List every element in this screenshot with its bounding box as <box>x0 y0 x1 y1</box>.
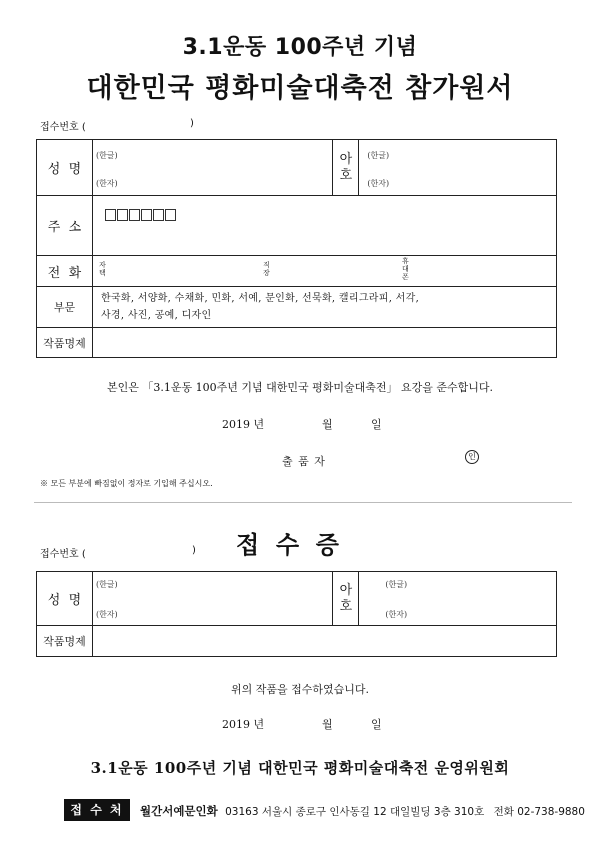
address-input-cell[interactable] <box>92 196 556 256</box>
address-char-box <box>165 209 176 221</box>
receipt-work-title-input-cell[interactable] <box>92 626 556 657</box>
category-options[interactable]: 한국화, 서양화, 수채화, 민화, 서예, 문인화, 선묵화, 캘리그라피, 서각, 사경, 사진, 공예, 디자인 <box>92 287 556 328</box>
phone-input-cell[interactable] <box>92 256 556 287</box>
receipt-date-day: 일 <box>371 718 382 731</box>
receipt-pen-name-hanja-hint: (한자) <box>385 610 408 619</box>
work-title-input-cell[interactable] <box>92 328 556 358</box>
receipt-date-year: 2019 년 <box>222 718 265 731</box>
footer-phone: 전화 02-738-9880 <box>493 806 585 818</box>
address-row <box>37 196 557 256</box>
receipt-name-hangul-hint: (한글) <box>95 580 118 589</box>
footer-address: 03163 서울시 종로구 인사동길 12 대일빌딩 3층 310호 <box>225 806 485 818</box>
name-row <box>37 140 557 196</box>
pen-name-hanja-hint: (한자) <box>367 179 390 188</box>
work-phone-label: 직 장 <box>262 261 270 277</box>
pen-name-label: 아호 <box>333 140 359 196</box>
phone-label: 전 화 <box>37 256 93 287</box>
address-char-box <box>153 209 164 221</box>
address-label: 주 소 <box>37 196 93 256</box>
receipt-section-number-close: ) <box>192 545 196 556</box>
receipt-pen-name-label: 아호 <box>333 572 359 626</box>
address-squares <box>105 204 177 223</box>
receipt-number-label: 접수번호 ( <box>40 122 86 133</box>
pen-name-hangul-hint: (한글) <box>367 151 390 160</box>
receipt-name-label: 성 명 <box>37 572 93 626</box>
committee-name: 3.1운동 100주년 기념 대한민국 평화미술대축전 운영위원회 <box>90 759 510 777</box>
application-form-table <box>36 139 557 358</box>
category-label: 부문 <box>37 287 93 328</box>
date-day: 일 <box>371 418 382 431</box>
name-label: 성 명 <box>37 140 93 196</box>
receipt-confirmation: 위의 작품을 접수하였습니다. <box>230 683 369 696</box>
work-title-label: 작품명제 <box>37 328 93 358</box>
title-line-2: 대한민국 평화미술대축전 참가원서 <box>86 73 514 104</box>
title-line-1: 3.1운동 100주년 기념 <box>182 35 418 60</box>
work-title-row <box>37 328 557 358</box>
name-hangul-hint: (한글) <box>95 151 118 160</box>
receipt-date-month: 월 <box>322 718 333 731</box>
receipt-work-title-label: 작품명제 <box>37 626 93 657</box>
home-phone-label: 자 택 <box>98 261 106 277</box>
applicant-label: 출 품 자 <box>282 455 326 468</box>
receipt-name-hanja-hint: (한자) <box>95 610 118 619</box>
instruction-note: ※ 모든 부분에 빠짐없이 정자로 기입해 주십시오. <box>40 479 213 488</box>
seal-mark: 인 <box>465 450 479 464</box>
address-char-box <box>117 209 128 221</box>
receipt-office-badge: 접 수 처 <box>64 799 130 821</box>
name-input-cell[interactable] <box>92 140 332 196</box>
receipt-name-input-cell[interactable] <box>92 572 332 626</box>
cut-line <box>34 502 572 503</box>
receipt-work-title-row <box>37 626 557 657</box>
pen-name-input-cell[interactable] <box>359 140 557 196</box>
date-month: 월 <box>322 418 333 431</box>
receipt-form-table <box>36 571 557 657</box>
name-hanja-hint: (한자) <box>95 179 118 188</box>
mobile-phone-label: 휴 대 폰 <box>401 257 409 281</box>
receipt-number-close: ) <box>190 118 194 129</box>
address-char-box <box>141 209 152 221</box>
receipt-title: 접 수 증 <box>236 530 339 559</box>
receipt-name-row <box>37 572 557 626</box>
date-year: 2019 년 <box>222 418 265 431</box>
category-row <box>37 287 557 328</box>
receipt-pen-name-hangul-hint: (한글) <box>385 580 408 589</box>
receipt-pen-name-input-cell[interactable] <box>359 572 557 626</box>
pledge-text: 본인은 「3.1운동 100주년 기념 대한민국 평화미술대축전」 요강을 준수합니다. <box>107 381 493 394</box>
phone-row <box>37 256 557 287</box>
address-char-box <box>129 209 140 221</box>
receipt-section-number-label: 접수번호 ( <box>40 549 86 560</box>
footer-info <box>140 803 585 819</box>
footer-org: 월간서예문인화 <box>140 804 218 818</box>
address-char-box <box>105 209 116 221</box>
